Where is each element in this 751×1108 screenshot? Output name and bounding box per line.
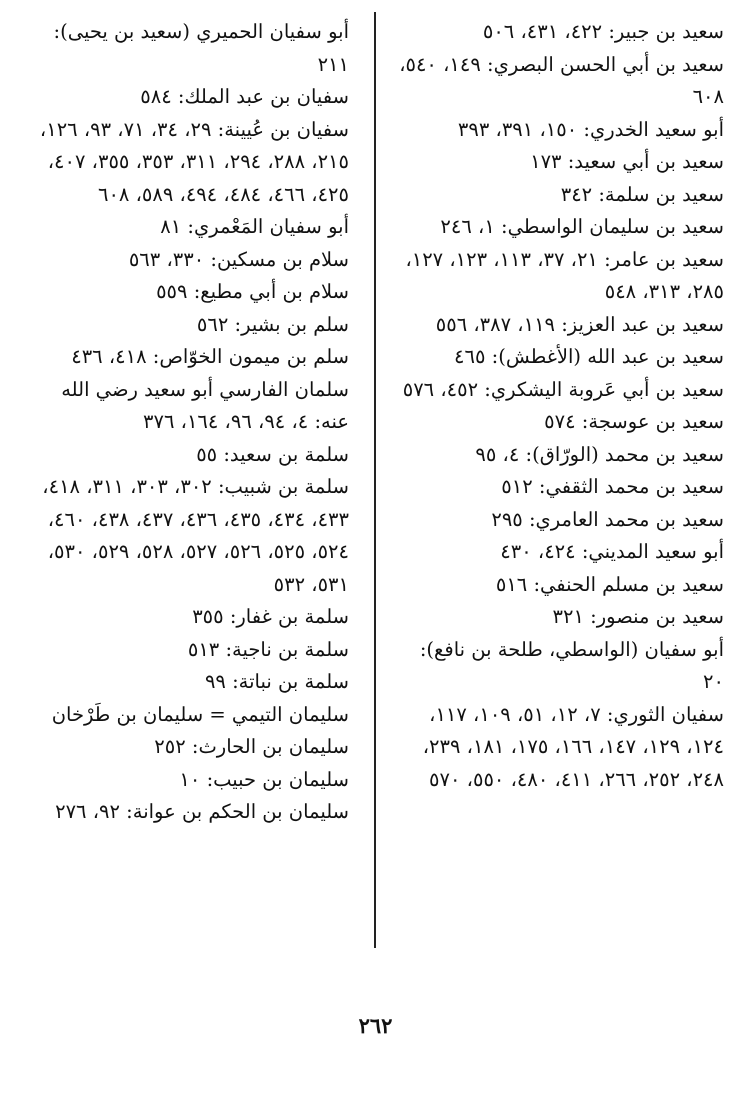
index-entry <box>397 504 724 537</box>
entry-name: سلام بن أبي مطيع: <box>193 280 349 303</box>
entry-name: سلمة بن غفار: <box>229 605 349 628</box>
entry-pages: ٣٥٥ <box>192 605 224 628</box>
entry-name: سلمة بن شبيب: <box>217 475 349 498</box>
index-entry <box>397 146 724 179</box>
index-entry <box>397 49 724 114</box>
index-entry <box>22 309 349 342</box>
entry-pages: ٥١٦ <box>495 572 528 596</box>
entry-pages: ٣٠٢، ٣٠٣، ٣١١، ٤١٨، ٤٣٣، ٤٣٤، ٤٣٥، ٤٣٦، ٤٣٧، ٤٣٨، ٤٦٠، ٥٢٤، ٥٢٥، ٥٢٦، ٥٢٧، ٥٢٨، ٥٢٩، ٥٣٠، ٥٣١، ٥٣٢ <box>42 475 349 596</box>
entry-name: سليمان بن الحارث: <box>191 735 349 758</box>
index-entry <box>397 244 724 309</box>
entry-pages: ٤١٨، ٤٣٦ <box>71 345 147 368</box>
index-entry <box>397 699 724 797</box>
index-entry <box>397 406 724 439</box>
entry-name: سفيان الثوري: <box>606 702 724 726</box>
entry-name: سلم بن بشير: <box>234 312 349 336</box>
entry-name: سعيد بن أبي عَروبة اليشكري: <box>484 377 724 401</box>
index-entry <box>22 16 349 81</box>
entry-pages: ١، ٢٤٦ <box>440 215 495 238</box>
index-column-right <box>397 16 724 796</box>
entry-pages: ٤، ٩٤، ٩٦، ١٦٤، ٣٧٦ <box>143 410 309 433</box>
entry-pages: ١٠ <box>179 767 201 791</box>
entry-pages: ٢٩٥ <box>491 507 523 531</box>
entry-name: أبو سفيان (الواسطي، طلحة بن نافع): <box>419 637 724 661</box>
index-entry <box>397 634 724 699</box>
entry-name: سلمان الفارسي أبو سعيد رضي الله عنه: <box>61 377 349 433</box>
entry-pages: ٥٥ <box>196 442 218 466</box>
entry-name: سعيد بن عوسجة: <box>581 410 724 433</box>
entry-name: سليمان التيمي = سليمان بن طَرْخان <box>51 702 349 726</box>
entry-name: سعيد بن جبير: <box>608 20 724 43</box>
entry-pages: ٢٠ <box>703 670 724 693</box>
entry-pages: ٣٤٢ <box>560 182 593 206</box>
entry-name: أبو سفيان الحميري (سعيد بن يحيى): <box>53 20 349 43</box>
entry-name: سفيان بن عبد الملك: <box>177 85 349 108</box>
entry-pages: ٢٩، ٣٤، ٧١، ٩٣، ١٢٦، ٢١٥، ٢٨٨، ٢٩٤، ٣١١، ٣٥٣، ٣٥٥، ٤٠٧، ٤٢٥، ٤٦٦، ٤٨٤، ٤٩٤، ٥٨٩، ٦٠٨ <box>39 117 349 206</box>
entry-pages: ٤، ٩٥ <box>475 442 520 466</box>
entry-name: سليمان بن الحكم بن عوانة: <box>126 800 349 823</box>
index-entry <box>397 309 724 342</box>
entry-name: سفيان بن عُيينة: <box>217 117 349 141</box>
entry-pages: ١٤٩، ٥٤٠، ٦٠٨ <box>399 52 724 108</box>
entry-name: سعيد بن عبد العزيز: <box>561 312 724 336</box>
index-entry <box>397 16 724 49</box>
index-entry <box>22 114 349 212</box>
entry-pages: ٥١٢ <box>501 475 533 498</box>
entry-name: سعيد بن مسلم الحنفي: <box>533 572 724 596</box>
index-entry <box>397 569 724 602</box>
entry-name: سعيد بن محمد الثقفي: <box>538 475 724 498</box>
index-entry <box>397 211 724 244</box>
index-entry <box>397 439 724 472</box>
page-number: ٢٦٢ <box>358 1013 393 1038</box>
index-entry <box>397 341 724 374</box>
entry-name: أبو سفيان المَعْمري: <box>187 215 349 238</box>
index-entry <box>22 211 349 244</box>
entry-pages: ٨١ <box>160 215 182 238</box>
index-entry <box>397 179 724 212</box>
entry-pages: ١٧٣ <box>530 150 562 173</box>
entry-pages: ٥٦٢ <box>196 312 229 336</box>
entry-name: سلمة بن سعيد: <box>223 442 349 466</box>
entry-pages: ٤٢٤، ٤٣٠ <box>500 540 576 563</box>
entry-pages: ٢١، ٣٧، ١١٣، ١٢٣، ١٢٧، ٢٨٥، ٣١٣، ٥٤٨ <box>405 247 724 303</box>
entry-pages: ١١٩، ٣٨٧، ٥٥٦ <box>435 312 556 336</box>
index-entry <box>22 471 349 601</box>
entry-pages: ٤٦٥ <box>454 345 486 368</box>
entry-pages: ٥٥٩ <box>156 280 188 303</box>
entry-pages: ٣٢١ <box>552 605 584 628</box>
index-entry <box>22 439 349 472</box>
index-entry <box>22 731 349 764</box>
index-entry <box>397 601 724 634</box>
index-entry <box>22 764 349 797</box>
index-entry <box>22 666 349 699</box>
entry-name: سعيد بن سليمان الواسطي: <box>501 215 724 238</box>
index-entry <box>397 471 724 504</box>
entry-pages: ٥٨٤ <box>140 85 172 108</box>
entry-pages: ٥٧٤ <box>544 410 576 433</box>
entry-name: سعيد بن عبد الله (الأغطش): <box>491 345 724 368</box>
index-entry <box>22 634 349 667</box>
index-entry <box>397 114 724 147</box>
entry-name: سعيد بن محمد العامري: <box>528 507 724 531</box>
index-entry <box>397 374 724 407</box>
entry-name: سعيد بن سلمة: <box>598 182 724 206</box>
entry-pages: ١٥٠، ٣٩١، ٣٩٣ <box>457 117 578 141</box>
index-entry <box>22 244 349 277</box>
entry-pages: ٩٢، ٢٧٦ <box>55 800 120 823</box>
entry-name: سعيد بن أبي سعيد: <box>567 150 724 173</box>
column-divider <box>374 12 376 948</box>
entry-pages: ٤٢٢، ٤٣١، ٥٠٦ <box>482 20 603 43</box>
entry-name: سعيد بن عامر: <box>604 247 724 271</box>
index-column-left <box>22 16 349 829</box>
entry-pages: ٧، ١٢، ٥١، ١٠٩، ١١٧، ١٢٤، ١٢٩، ١٤٧، ١٦٦، ١٧٥، ١٨١، ٢٣٩، ٢٤٨، ٢٥٢، ٢٦٦، ٤١١، ٤٨٠، ٥٥٠، ٥٧٠ <box>422 702 724 791</box>
entry-name: سعيد بن منصور: <box>590 605 724 628</box>
entry-name: سلمة بن نباتة: <box>232 670 349 693</box>
index-entry <box>22 341 349 374</box>
entry-name: أبو سعيد المديني: <box>581 540 724 563</box>
entry-name: سلم بن ميمون الخوّاص: <box>152 345 349 368</box>
index-entry <box>22 276 349 309</box>
entry-name: سلمة بن ناجية: <box>225 637 349 661</box>
entry-pages: ٥١٣ <box>187 637 220 661</box>
entry-name: سليمان بن حبيب: <box>206 767 349 791</box>
index-entry <box>22 796 349 829</box>
entry-name: سعيد بن أبي الحسن البصري: <box>487 52 724 76</box>
entry-pages: ٤٥٢، ٥٧٦ <box>402 377 479 401</box>
entry-name: سلام بن مسكين: <box>210 247 349 271</box>
entry-pages: ٩٩ <box>204 670 226 693</box>
index-entry <box>22 374 349 439</box>
entry-pages: ٢١١ <box>317 52 349 76</box>
index-entry <box>397 536 724 569</box>
entry-name: سعيد بن محمد (الورّاق): <box>525 442 724 466</box>
entry-name: أبو سعيد الخدري: <box>583 117 724 141</box>
index-entry <box>22 699 349 732</box>
index-entry <box>22 601 349 634</box>
entry-pages: ٢٥٢ <box>154 735 186 758</box>
entry-pages: ٣٣٠، ٥٦٣ <box>128 247 205 271</box>
index-entry <box>22 81 349 114</box>
